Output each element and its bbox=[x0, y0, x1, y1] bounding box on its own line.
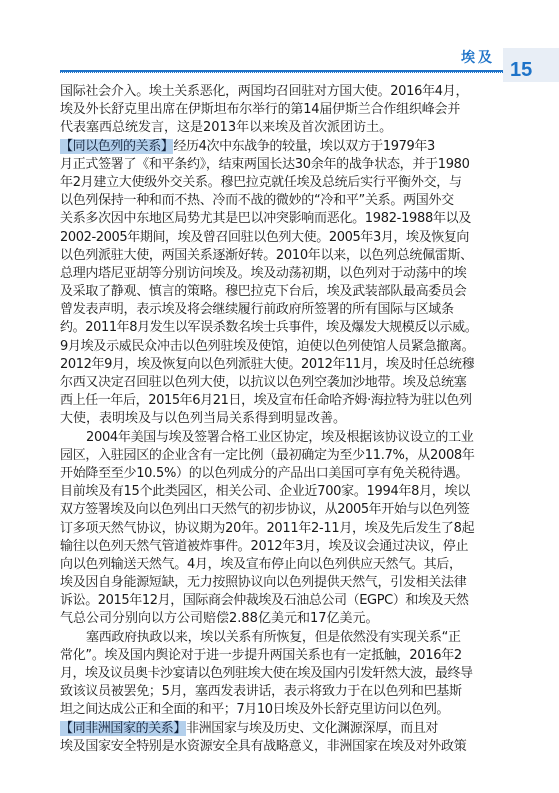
text-line: 目前埃及有15个此类园区，相关公司、企业近700家。1994年8月，埃以 bbox=[60, 484, 470, 500]
text-line: 输往以色列天然气管道被炸事件。2012年3月，埃及议会通过决议，停止 bbox=[60, 538, 469, 554]
text-line: 常化”。埃及国内舆论对于进一步提升两国关系也有一定抵触，2016年2 bbox=[60, 647, 462, 663]
text-line: 埃及国家安全特别是水资源安全具有战略意义，非洲国家在埃及对外政策 bbox=[60, 738, 467, 754]
text-line: 以色列保持一种和而不热、冷而不战的微妙的“冷和平”关系。两国外交 bbox=[60, 193, 454, 209]
text-line: 埃及外长舒克里出席在伊斯坦布尔举行的第14届伊斯兰合作组织峰会并 bbox=[60, 102, 461, 118]
text-line: 关系多次因中东地区局势尤其是巴以冲突影响而恶化。1982-1988年以及 bbox=[60, 211, 472, 227]
text-line: 尔西又决定召回驻以色列大使，以抗议以色列空袭加沙地带。埃及总统塞 bbox=[60, 375, 467, 390]
text-line: 代表塞西总统发言，这是2013年以来埃及首次派团访土。 bbox=[60, 120, 393, 136]
text-line: 诉讼。2015年12月，国际商会仲裁埃及石油总公司（EGPC）和埃及天然 bbox=[60, 593, 469, 609]
text-line: 2004年美国与埃及签署合格工业区协定，埃及根据该协议设立的工业 bbox=[86, 429, 474, 445]
page-number: 15 bbox=[510, 59, 533, 81]
text-line bbox=[60, 138, 516, 156]
text-line: 9月埃及示威民众冲击以色列驻埃及使馆，迫使以色列使馆人员紧急撤离。 bbox=[60, 338, 475, 354]
text-line: 总理内塔尼亚胡等分别访问埃及。埃及动荡初期，以色列对于动荡中的埃 bbox=[60, 265, 467, 281]
text-line: 埃及因自身能源短缺，无力按照协议向以色列提供天然气，引发相关法律 bbox=[60, 575, 467, 591]
text-line: 年2月建立大使级外交关系。穆巴拉克就任埃及总统后实行平衡外交，与 bbox=[60, 174, 462, 190]
paragraph-africa bbox=[60, 720, 516, 756]
text-line: 以色列派驻大使，两国关系逐渐好转。2010年以来，以色列总统佩雷斯、 bbox=[60, 247, 473, 263]
text-line: 月，埃及议员奥卡沙宴请以色列驻埃大使在埃及国内引发轩然大波，最终导 bbox=[60, 666, 473, 681]
text-line: 向以色列输送天然气。4月，埃及宣布停止向以色列供应天然气。其后， bbox=[60, 556, 462, 572]
text-line: 约。2011年8月发生以军误杀数名埃士兵事件，埃及爆发大规模反以示威。 bbox=[60, 320, 478, 336]
section-tag-africa: 【同非洲国家的关系】 bbox=[60, 720, 187, 736]
text-line: 2012年9月，埃及恢复向以色列派驻大使。2012年11月，埃及时任总统穆 bbox=[60, 356, 475, 372]
text-line: 月正式签署了《和平条约》，结束两国长达30余年的战争状态，并于1980 bbox=[60, 156, 470, 172]
text-line bbox=[60, 720, 516, 738]
text-line: 塞西政府执政以来，埃以关系有所恢复，但是依然没有实现关系“正 bbox=[86, 629, 461, 645]
paragraph-turkey-continued bbox=[60, 83, 516, 138]
text-line: 订多项天然气协议，协议期为20年。2011年2-11月，埃及先后发生了8起 bbox=[60, 520, 475, 536]
text-line: 致该议员被罢免；5月，塞西发表讲话，表示将致力于在以色列和巴基斯 bbox=[60, 684, 462, 700]
text-line: 园区，入驻园区的企业含有一定比例（最初确定为至少11.7%，从2008年 bbox=[60, 447, 475, 463]
paragraph-israel bbox=[60, 138, 516, 429]
text-line: 大使，表明埃及与以色列当局关系得到明显改善。 bbox=[60, 411, 347, 427]
paragraph-qiz bbox=[60, 429, 516, 629]
section-tag-israel: 【同以色列的关系】 bbox=[60, 138, 174, 154]
text-line: 国际社会介入。埃土关系恶化，两国均召回驻对方国大使。2016年4月， bbox=[60, 84, 469, 99]
text-line: 2002-2005年期间，埃及曾召回驻以色列大使。2005年3月，埃及恢复向 bbox=[60, 229, 470, 245]
text-line: 西上任一年后，2015年6月21日，埃及宣布任命哈齐姆·海拉特为驻以色列 bbox=[60, 393, 472, 409]
header-rule-dotted bbox=[60, 72, 503, 73]
text-line: 及采取了静观、慎言的策略。穆巴拉克下台后，埃及武装部队最高委员会 bbox=[60, 284, 467, 300]
text-run: 非洲国家与埃及历史、文化渊源深厚，而且对 bbox=[186, 720, 439, 736]
text-line: 气总公司分别向以方公司赔偿2.88亿美元和17亿美元。 bbox=[60, 611, 379, 627]
running-head: 埃及 bbox=[461, 50, 495, 66]
text-line: 双方签署埃及向以色列出口天然气的初步协议，从2005年开始与以色列签 bbox=[60, 502, 470, 518]
text-line: 曾发表声明，表示埃及将会继续履行前政府所签署的所有国际与区域条 bbox=[60, 302, 454, 318]
page-body bbox=[60, 83, 516, 756]
paragraph-sisi bbox=[60, 629, 516, 720]
text-line: 开始降至至少10.5%）的以色列成分的产品出口美国可享有免关税待遇。 bbox=[60, 465, 469, 481]
text-line: 坦之间达成公正和全面的和平；7月10日埃及外长舒克里访问以色列。 bbox=[60, 702, 450, 718]
text-run: 经历4次中东战争的较量，埃以双方于1979年3 bbox=[173, 138, 435, 154]
